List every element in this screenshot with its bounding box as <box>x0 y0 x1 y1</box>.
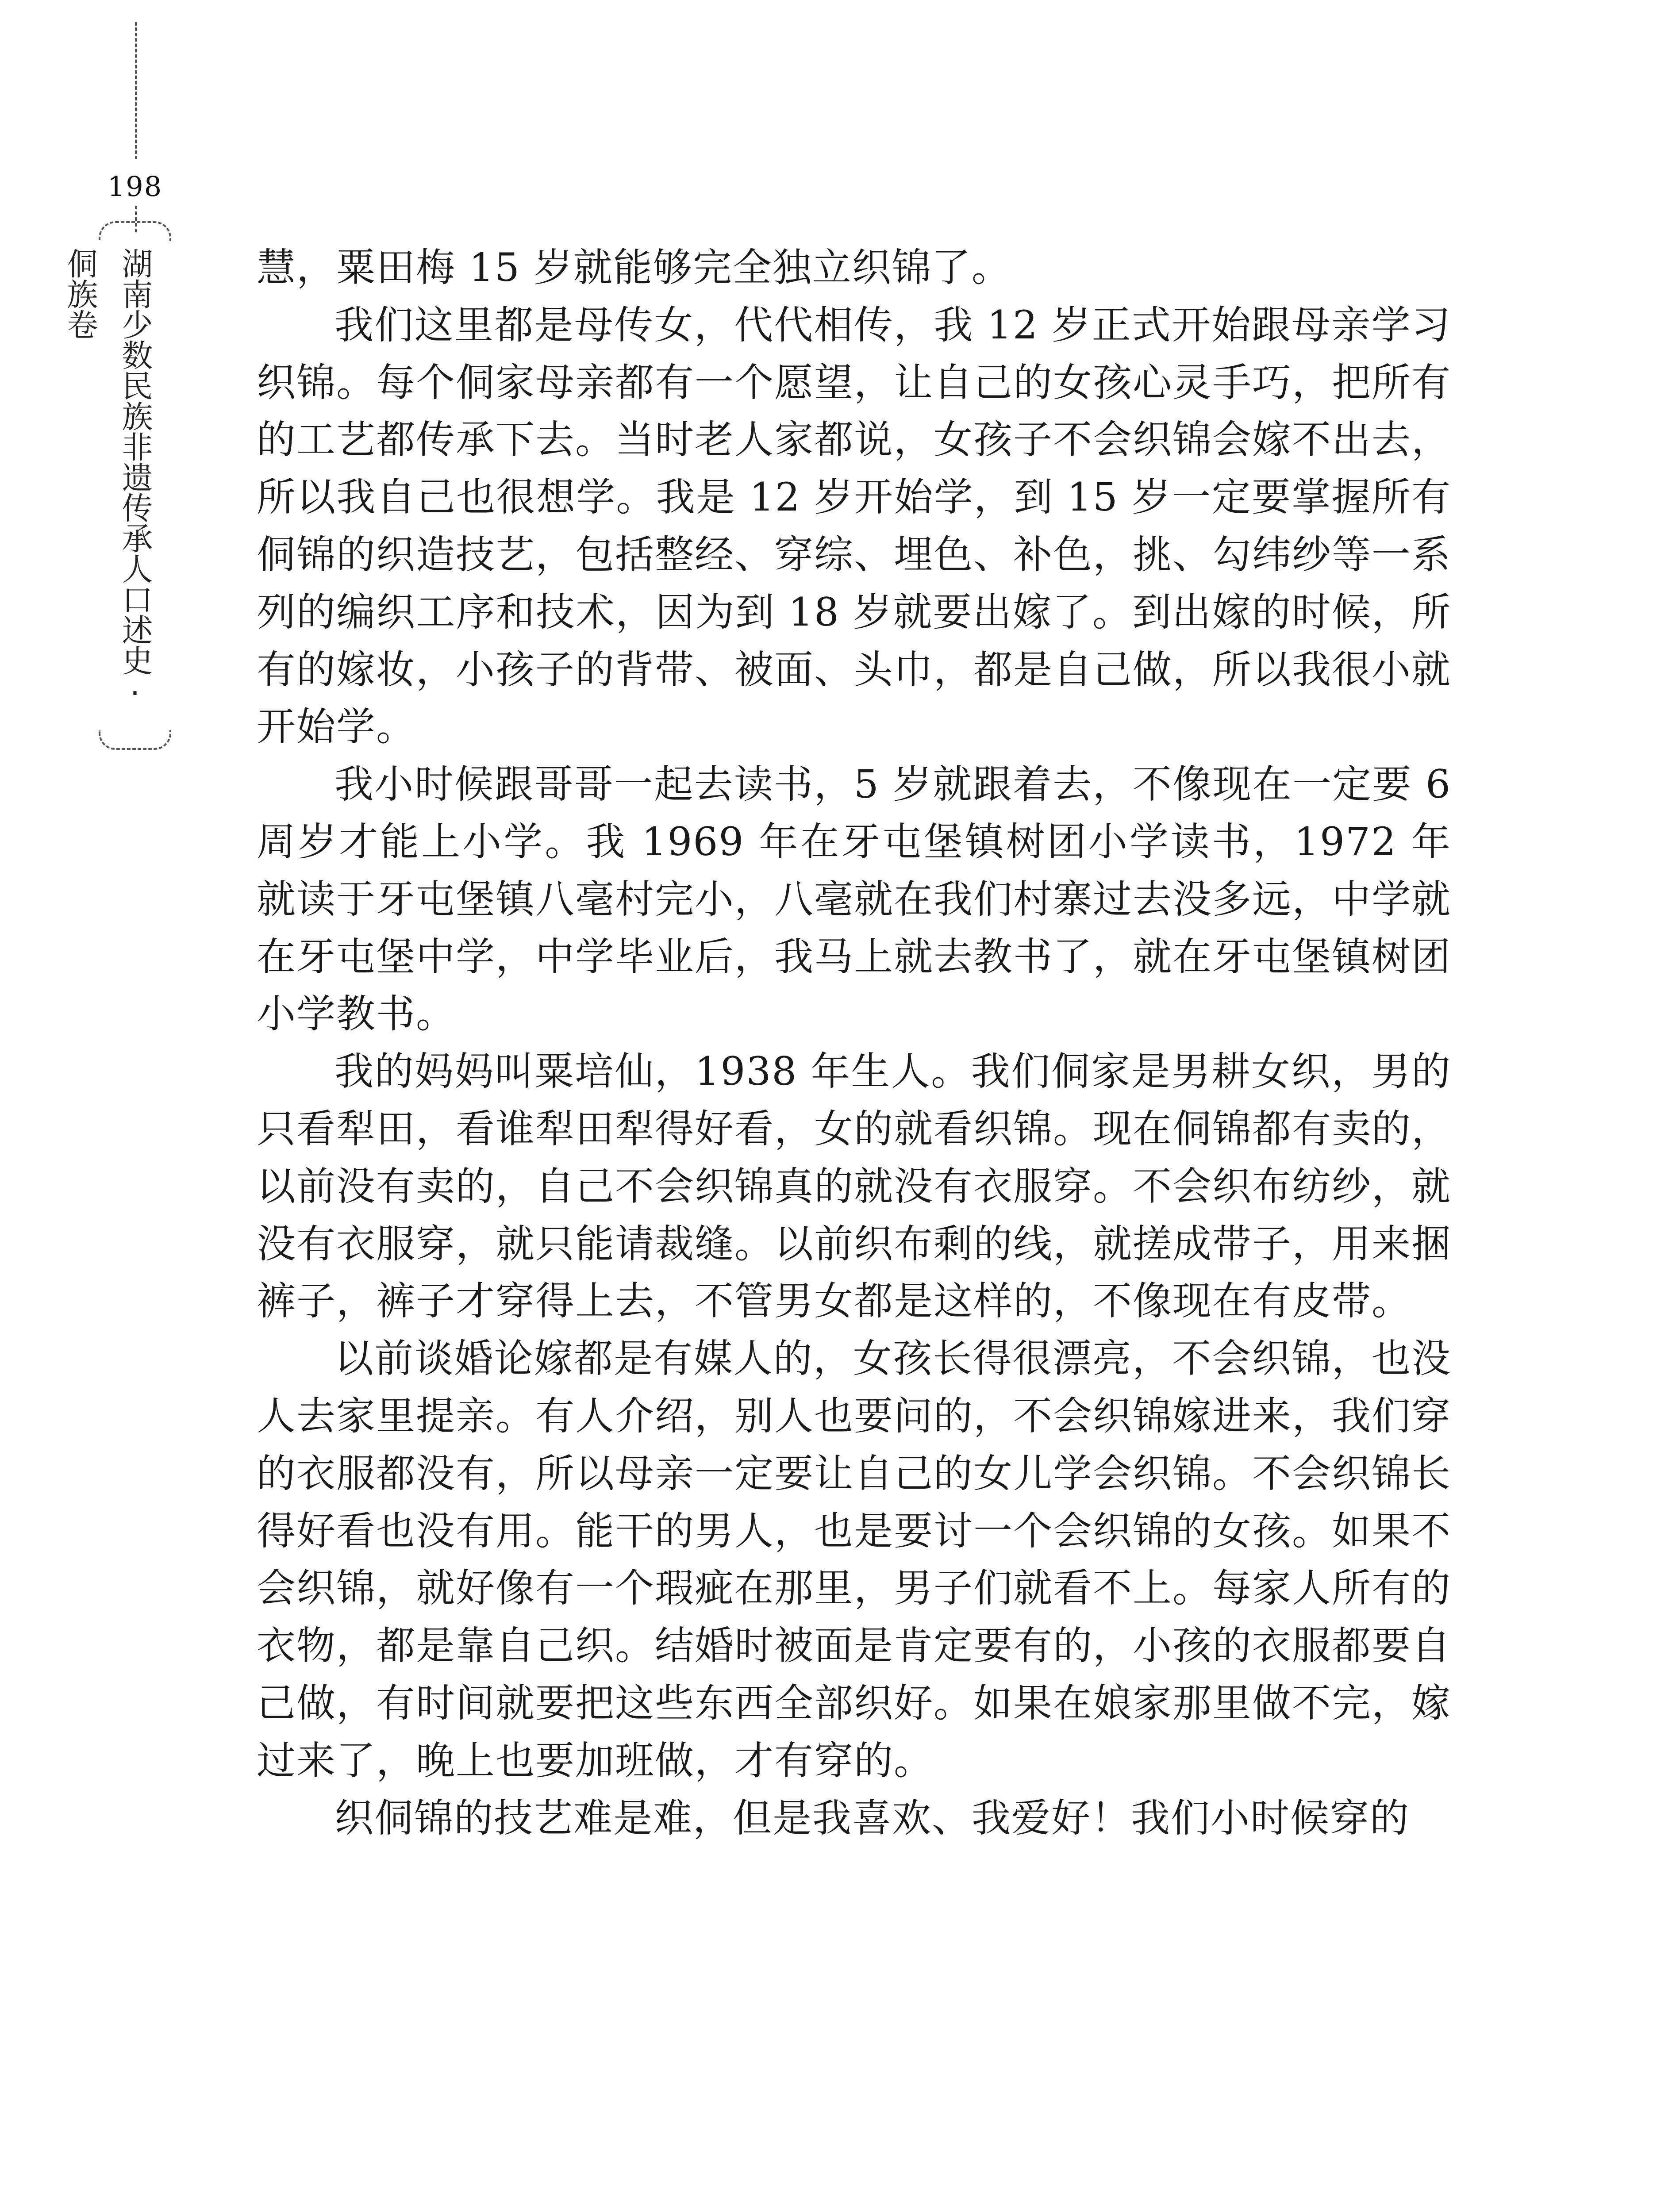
title-bracket-bottom <box>99 730 171 750</box>
margin-column <box>62 0 163 779</box>
running-title: 湖南少数民族非遗传承人口述史·侗族卷 <box>62 248 153 711</box>
margin-dashed-line-top <box>135 22 137 159</box>
paragraph: 我小时候跟哥哥一起去读书，5 岁就跟着去，不像现在一定要 6 周岁才能上小学。我 1969 年在牙屯堡镇树团小学读书，1972 年就读于牙屯堡镇八毫村完小，八毫就在我们村寨过去没多远，中学就在牙屯堡中学，中学毕业后，我马上就去教书了，就在牙屯堡镇树团小学教书。 <box>257 761 1452 1037</box>
paragraph: 织侗锦的技艺难是难，但是我喜欢、我爱好！我们小时候穿的 <box>334 1795 1410 1841</box>
page-number: 198 <box>107 170 163 203</box>
paragraph: 以前谈婚论嫁都是有媒人的，女孩长得很漂亮，不会织锦，也没人去家里提亲。有人介绍，别人也要问的，不会织锦嫁进来，我们穿的衣服都没有，所以母亲一定要让自己的女儿学会织锦。不会织锦长得好看也没有用。能干的男人，也是要讨一个会织锦的女孩。如果不会织锦，就好像有一个瑕疵在那里，男子们就看不上。每家人所有的衣物，都是靠自己织。结婚时被面是肯定要有的，小孩的衣服都要自己做，有时间就要把这些东西全部织好。如果在娘家那里做不完，嫁过来了，晚上也要加班做，才有穿的。 <box>257 1336 1452 1783</box>
body-text <box>257 239 1451 1847</box>
title-bracket-top <box>99 221 171 241</box>
paragraph: 我们这里都是母传女，代代相传，我 12 岁正式开始跟母亲学习织锦。每个侗家母亲都有一个愿望，让自己的女孩心灵手巧，把所有的工艺都传承下去。当时老人家都说，女孩子不会织锦会嫁不出去，所以我自己也很想学。我是 12 岁开始学，到 15 岁一定要掌握所有侗锦的织造技艺，包括整经、穿综、埋色、补色，挑、勾纬纱等一系列的编织工序和技术，因为到 18 岁就要出嫁了。到出嫁的时候，所有的嫁妆，小孩子的背带、被面、头巾，都是自己做，所以我很小就开始学。 <box>257 302 1452 750</box>
paragraph: 我的妈妈叫粟培仙，1938 年生人。我们侗家是男耕女织，男的只看犁田，看谁犁田犁得好看，女的就看织锦。现在侗锦都有卖的，以前没有卖的，自己不会织锦真的就没有衣服穿。不会织布纺纱，就没有衣服穿，就只能请裁缝。以前织布剩的线，就搓成带子，用来捆裤子，裤子才穿得上去，不管男女都是这样的，不像现在有皮带。 <box>257 1048 1452 1324</box>
paragraph-continued: 慧，粟田梅 15 岁就能够完全独立织锦了。 <box>257 245 1011 290</box>
